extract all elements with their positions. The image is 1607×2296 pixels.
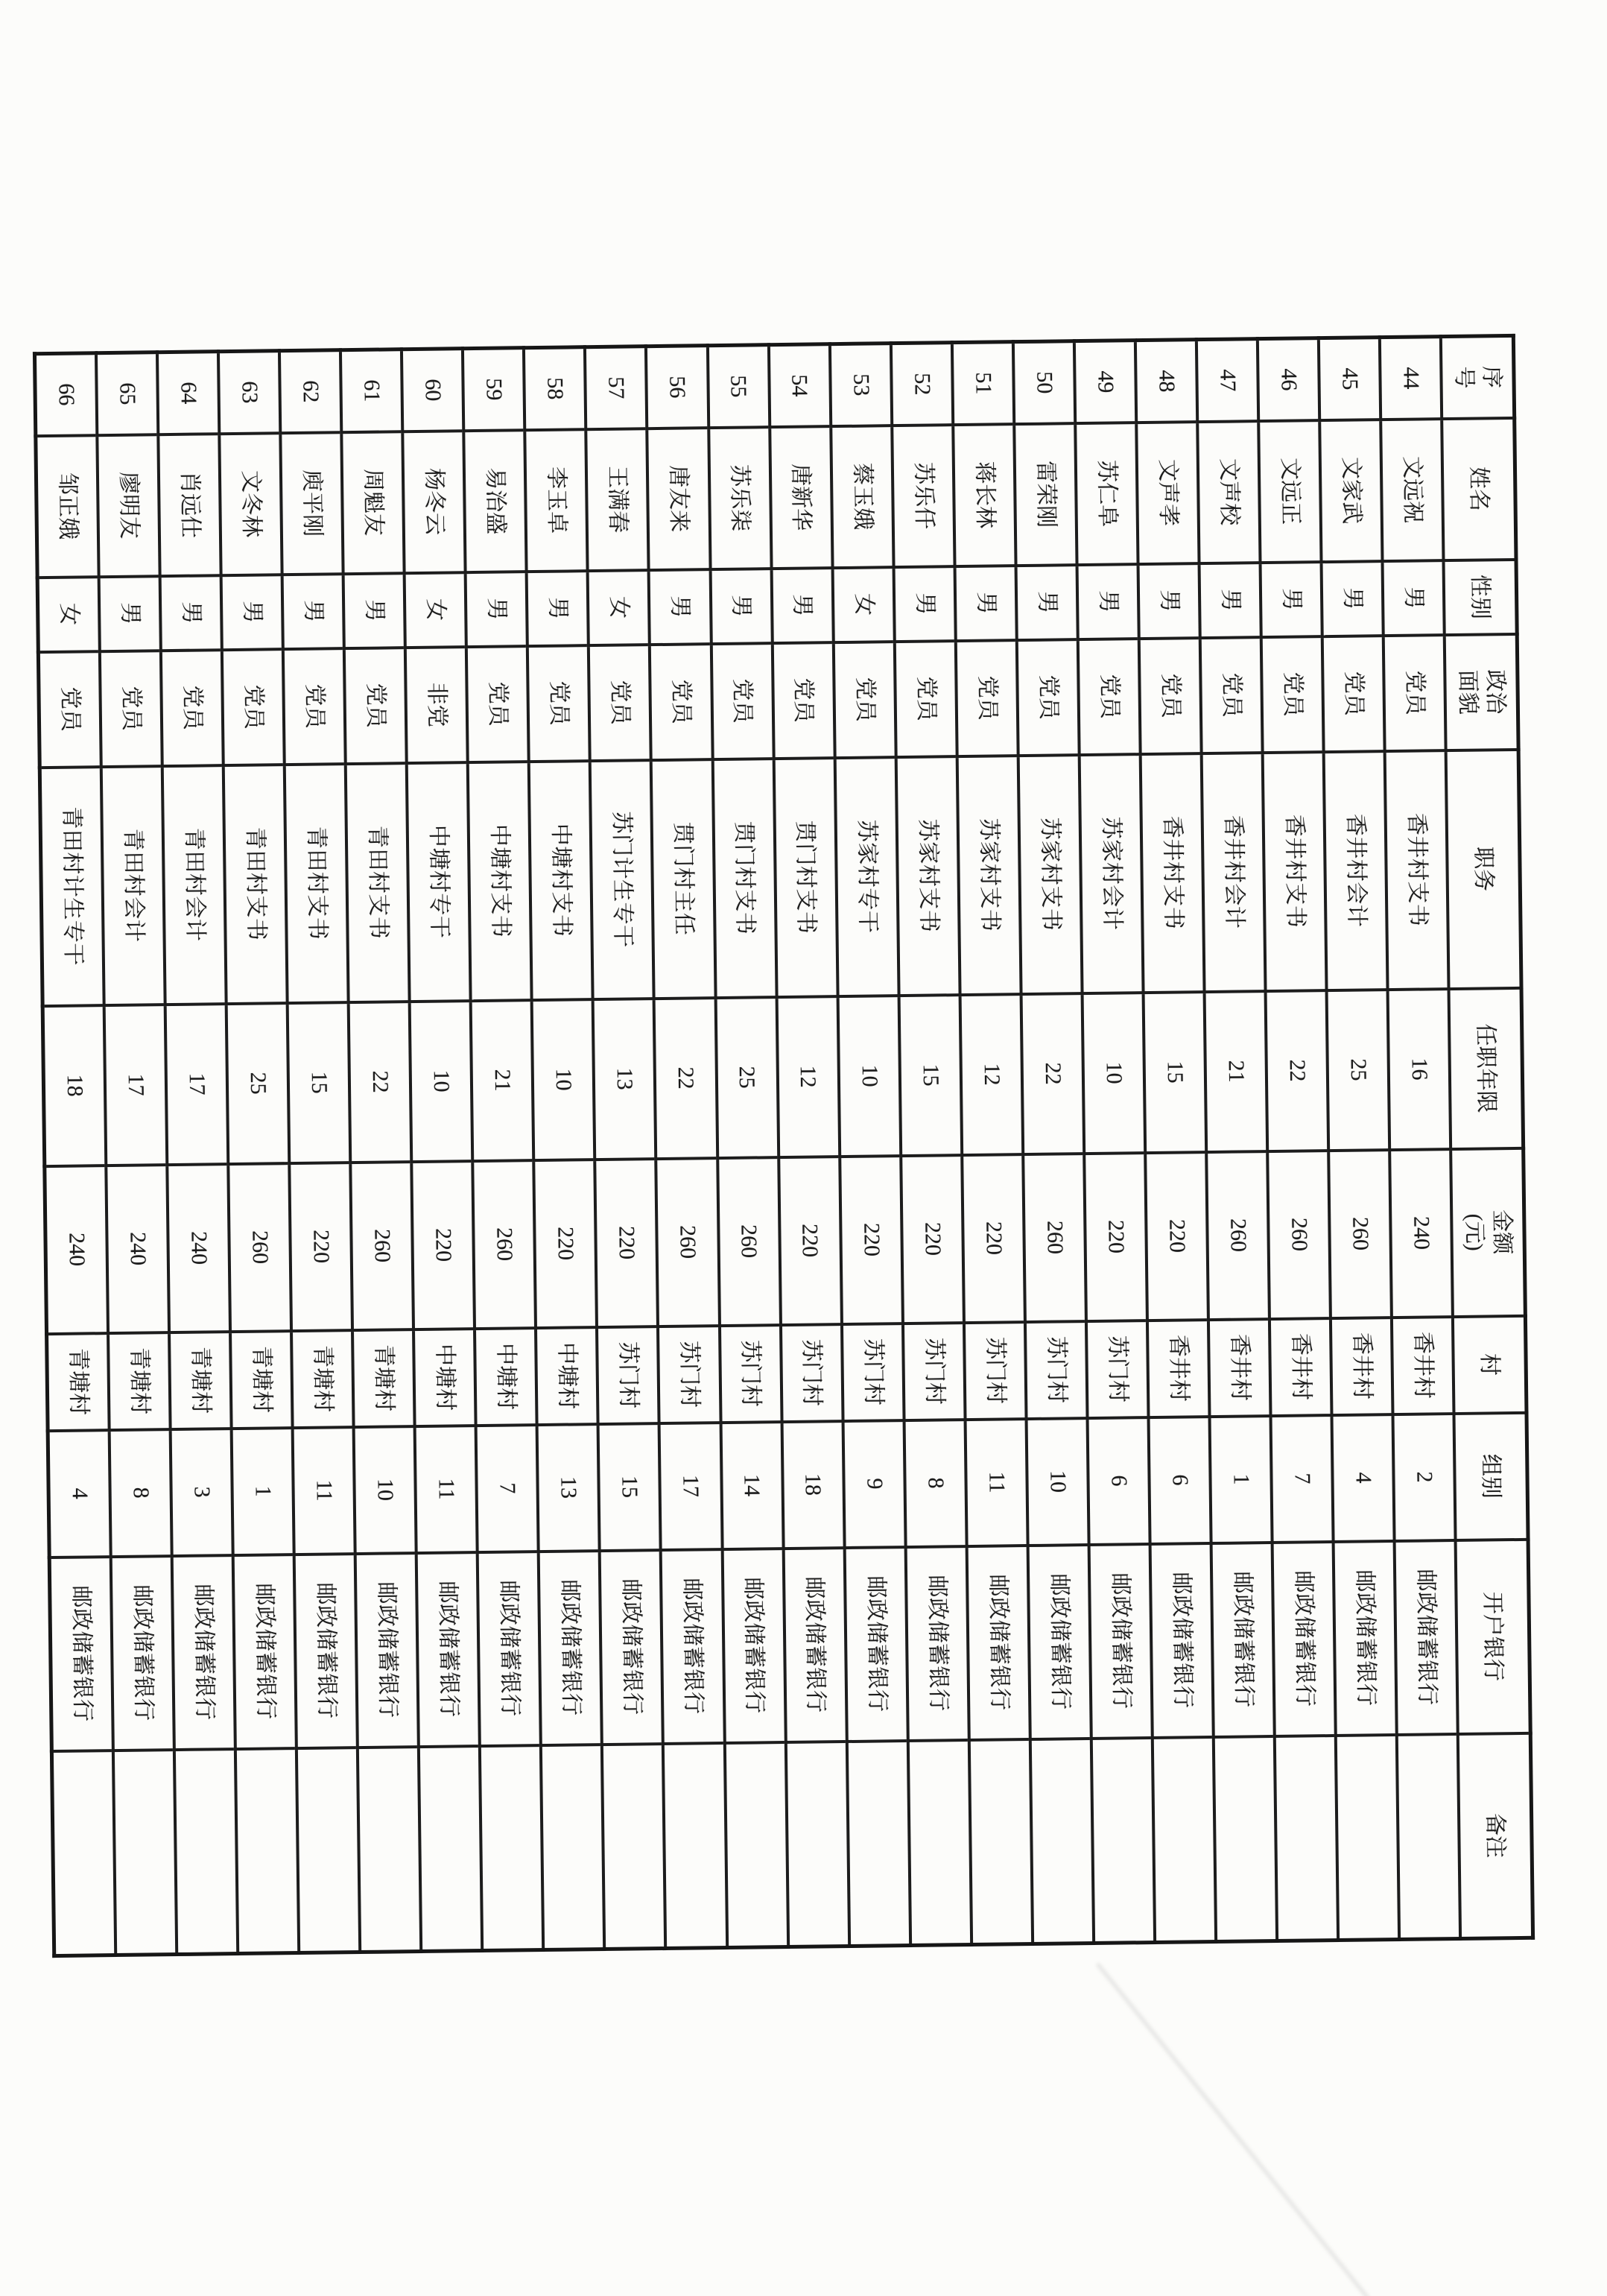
cell-serial: 52 [891, 343, 953, 426]
cell-amount: 240 [1390, 1149, 1454, 1318]
cell-village: 苏门村 [781, 1324, 843, 1422]
cell-amount: 260 [472, 1160, 536, 1329]
cell-name: 蒋长林 [953, 424, 1015, 566]
column-header-label: 职务 [1471, 846, 1497, 892]
cell-name: 文声孝 [1136, 422, 1199, 564]
cell-name: 易治盛 [464, 430, 527, 572]
cell-village: 苏门村 [1025, 1321, 1088, 1419]
cell-politics: 党员 [956, 640, 1018, 756]
cell-name: 周魁友 [341, 431, 404, 574]
column-header [1453, 1315, 1527, 1413]
cell-politics: 党员 [1139, 638, 1202, 754]
cell-amount: 220 [901, 1155, 964, 1323]
cell-position: 苏家村会计 [1080, 754, 1144, 993]
cell-gender: 男 [1261, 562, 1322, 637]
cell-politics: 党员 [1200, 637, 1263, 753]
cell-politics: 党员 [895, 641, 957, 757]
cell-amount: 240 [167, 1164, 230, 1332]
cell-position: 青田村支书 [285, 764, 349, 1003]
cell-name: 唐新华 [770, 426, 832, 569]
cell-bank: 邮政储蓄银行 [110, 1556, 174, 1751]
cell-amount: 260 [656, 1158, 720, 1326]
cell-politics: 党员 [100, 651, 162, 767]
cell-amount: 260 [1023, 1154, 1086, 1322]
cell-serial: 59 [463, 348, 524, 431]
cell-amount: 220 [595, 1159, 659, 1327]
cell-amount: 220 [1145, 1152, 1208, 1321]
cell-position: 苏门计生专干 [590, 760, 654, 999]
column-header [1456, 1539, 1530, 1733]
cell-note [174, 1749, 238, 1955]
column-header [1458, 1733, 1532, 1938]
cell-years: 17 [165, 1004, 229, 1165]
cell-gender: 女 [37, 577, 99, 652]
cell-note [235, 1748, 299, 1954]
cell-serial: 60 [402, 349, 463, 431]
cell-village: 香井村 [1331, 1318, 1393, 1415]
cell-bank: 邮政储蓄银行 [783, 1548, 846, 1742]
cell-group: 10 [354, 1426, 416, 1554]
cell-name: 文远正 [1258, 420, 1321, 563]
cell-gender: 男 [710, 569, 772, 644]
cell-amount: 260 [228, 1163, 291, 1332]
cell-bank: 邮政储蓄银行 [416, 1552, 480, 1747]
cell-bank: 邮政储蓄银行 [1150, 1543, 1214, 1738]
cell-village: 青塘村 [230, 1331, 293, 1429]
column-header-label: 备注 [1483, 1812, 1509, 1859]
roster-table [33, 334, 1535, 1958]
cell-bank: 邮政储蓄银行 [172, 1555, 235, 1750]
cell-serial: 62 [279, 350, 341, 433]
column-header [1451, 1148, 1526, 1316]
cell-group: 8 [904, 1420, 966, 1547]
cell-position: 青田村支书 [346, 763, 410, 1002]
cell-position: 香井村支书 [1263, 752, 1327, 991]
cell-bank: 邮政储蓄银行 [844, 1547, 907, 1742]
cell-note [1214, 1736, 1277, 1942]
cell-serial: 56 [646, 346, 708, 428]
cell-group: 13 [537, 1424, 600, 1552]
cell-note [847, 1741, 910, 1946]
cell-years: 15 [288, 1002, 351, 1163]
cell-amount: 220 [962, 1154, 1025, 1323]
cell-name: 文家武 [1320, 420, 1383, 562]
cell-village: 青塘村 [47, 1333, 110, 1431]
cell-years: 13 [593, 999, 656, 1160]
cell-years: 16 [1388, 989, 1451, 1150]
column-header [1441, 335, 1514, 418]
cell-position: 香井村支书 [1141, 753, 1205, 993]
cell-politics: 党员 [833, 642, 896, 758]
column-header-label: 序号 [1451, 365, 1504, 389]
column-header-label: 姓名 [1466, 466, 1492, 512]
cell-name: 王满春 [586, 428, 649, 571]
cell-name: 邹正娥 [36, 435, 99, 578]
cell-group: 9 [843, 1420, 905, 1548]
cell-years: 21 [471, 1000, 534, 1161]
cell-group: 2 [1393, 1414, 1456, 1541]
cell-bank: 邮政储蓄银行 [1272, 1542, 1336, 1736]
cell-group: 8 [109, 1429, 171, 1557]
cell-group: 14 [720, 1422, 783, 1549]
cell-gender: 男 [1199, 563, 1261, 638]
cell-serial: 44 [1380, 337, 1442, 420]
cell-name: 肖远仕 [158, 434, 221, 576]
cell-years: 15 [1144, 992, 1207, 1153]
column-header [1442, 417, 1516, 560]
cell-bank: 邮政储蓄银行 [478, 1552, 541, 1746]
cell-amount: 260 [717, 1157, 781, 1326]
cell-note [419, 1746, 482, 1952]
cell-gender: 男 [1077, 564, 1139, 639]
cell-politics: 党员 [161, 650, 224, 766]
cell-serial: 51 [952, 342, 1014, 425]
cell-name: 唐友来 [647, 428, 710, 570]
cell-serial: 45 [1319, 338, 1381, 420]
cell-position: 青田村会计 [162, 765, 226, 1005]
cell-position: 贯门村支书 [773, 758, 837, 997]
cell-village: 苏门村 [658, 1326, 720, 1423]
cell-gender: 女 [832, 567, 894, 642]
cell-position: 苏家村支书 [1018, 755, 1083, 994]
cell-amount: 240 [45, 1166, 108, 1334]
cell-group: 11 [415, 1426, 478, 1553]
cell-village: 香井村 [1270, 1318, 1332, 1416]
cell-serial: 53 [830, 344, 892, 426]
cell-gender: 男 [1138, 563, 1200, 639]
cell-gender: 男 [649, 569, 711, 645]
cell-amount: 220 [1084, 1153, 1147, 1321]
cell-note [1275, 1736, 1338, 1941]
cell-politics: 党员 [1261, 636, 1324, 753]
column-header-label: 村 [1477, 1353, 1503, 1376]
cell-politics: 党员 [466, 646, 529, 762]
cell-serial: 49 [1074, 341, 1136, 423]
cell-bank: 邮政储蓄银行 [1395, 1540, 1458, 1735]
cell-village: 青塘村 [108, 1332, 171, 1430]
cell-politics: 党员 [711, 643, 773, 759]
cell-amount: 260 [1206, 1151, 1270, 1320]
cell-note [297, 1748, 360, 1953]
cell-amount: 220 [411, 1161, 475, 1329]
cell-years: 25 [1327, 990, 1390, 1151]
cell-note [51, 1751, 115, 1956]
cell-group: 6 [1149, 1417, 1211, 1544]
cell-bank: 邮政储蓄银行 [1089, 1544, 1153, 1739]
cell-gender: 男 [282, 574, 344, 649]
cell-gender: 男 [954, 566, 1016, 641]
cell-years: 10 [532, 999, 595, 1160]
cell-group: 1 [1210, 1416, 1272, 1543]
cell-village: 苏门村 [903, 1323, 966, 1420]
cell-position: 青田村支书 [224, 765, 288, 1004]
cell-serial: 63 [218, 351, 280, 434]
cell-gender: 男 [771, 568, 833, 643]
cell-bank: 邮政储蓄银行 [294, 1554, 358, 1748]
cell-name: 文远祝 [1381, 419, 1444, 561]
cell-politics: 党员 [344, 648, 407, 764]
cell-years: 12 [776, 996, 840, 1157]
cell-serial: 48 [1135, 340, 1197, 423]
cell-serial: 64 [157, 352, 219, 434]
cell-village: 青塘村 [291, 1330, 354, 1428]
cell-note [969, 1739, 1033, 1945]
column-header [1454, 1412, 1528, 1540]
cell-bank: 邮政储蓄银行 [539, 1551, 602, 1745]
cell-politics: 党员 [589, 645, 651, 761]
cell-name: 廖明友 [97, 434, 159, 577]
cell-years: 10 [410, 1001, 473, 1162]
cell-group: 6 [1088, 1417, 1150, 1545]
cell-years: 25 [226, 1003, 290, 1164]
column-header-label: 性别 [1468, 574, 1493, 620]
cell-politics: 党员 [283, 648, 346, 765]
cell-serial: 47 [1196, 339, 1258, 422]
cell-gender: 男 [1322, 561, 1383, 636]
cell-note [113, 1750, 177, 1955]
cell-politics: 党员 [772, 642, 834, 759]
cell-name: 苏乐柒 [709, 427, 771, 569]
cell-amount: 240 [106, 1165, 169, 1333]
cell-group: 4 [48, 1430, 110, 1557]
cell-gender: 男 [343, 573, 405, 648]
cell-gender: 男 [527, 571, 589, 646]
column-header [1446, 749, 1521, 988]
cell-name: 苏仁阜 [1075, 423, 1138, 565]
cell-name: 杨冬云 [402, 431, 465, 573]
cell-years: 10 [837, 996, 901, 1157]
cell-serial: 65 [96, 352, 158, 435]
cell-politics: 非党 [405, 647, 468, 763]
cell-group: 1 [232, 1428, 294, 1555]
cell-note [1091, 1738, 1155, 1944]
cell-gender: 男 [221, 575, 283, 650]
cell-bank: 邮政储蓄银行 [1334, 1541, 1397, 1736]
cell-position: 苏家村支书 [957, 756, 1021, 995]
cell-amount: 260 [1267, 1151, 1331, 1319]
cell-village: 苏门村 [842, 1323, 904, 1421]
cell-group: 17 [659, 1423, 722, 1550]
cell-note [541, 1745, 604, 1950]
cell-bank: 邮政储蓄银行 [1028, 1545, 1091, 1739]
cell-position: 中塘村专干 [407, 762, 471, 1002]
cell-serial: 58 [524, 347, 586, 430]
cell-politics: 党员 [222, 649, 285, 765]
cell-serial: 46 [1258, 338, 1319, 421]
cell-note [908, 1740, 972, 1946]
cell-group: 3 [170, 1429, 232, 1556]
cell-years: 21 [1205, 991, 1268, 1152]
cell-note [358, 1747, 421, 1952]
cell-gender: 男 [1383, 560, 1445, 636]
cell-group: 10 [1026, 1418, 1088, 1546]
cell-position: 香井村会计 [1324, 751, 1388, 990]
cell-village: 苏门村 [964, 1322, 1027, 1420]
cell-position: 中塘村支书 [468, 762, 532, 1001]
column-header-label: 任职年限 [1473, 1023, 1500, 1113]
cell-bank: 邮政储蓄银行 [233, 1555, 297, 1749]
cell-village: 香井村 [1392, 1317, 1454, 1414]
cell-group: 11 [293, 1427, 355, 1555]
cell-note [785, 1742, 849, 1947]
cell-village: 香井村 [1208, 1319, 1271, 1417]
cell-name: 文声校 [1197, 421, 1260, 563]
column-header-label: 金额(元) [1461, 1209, 1515, 1255]
table-body [34, 337, 1460, 1956]
cell-amount: 220 [779, 1157, 842, 1325]
cell-position: 香井村支书 [1385, 750, 1449, 990]
cell-village: 香井村 [1147, 1320, 1210, 1417]
cell-gender: 男 [1015, 565, 1077, 640]
scan-artifact-streak [1095, 1962, 1371, 2296]
cell-village: 青塘村 [169, 1332, 232, 1429]
cell-politics: 党员 [1078, 639, 1141, 755]
cell-bank: 邮政储蓄银行 [966, 1546, 1030, 1740]
cell-politics: 党员 [527, 645, 590, 762]
cell-name: 蔡玉娥 [831, 426, 893, 568]
cell-village: 苏门村 [1086, 1321, 1149, 1418]
cell-politics: 党员 [1383, 635, 1446, 751]
column-header-label: 开户银行 [1480, 1591, 1506, 1682]
cell-bank: 邮政储蓄银行 [905, 1546, 969, 1741]
cell-note [1397, 1733, 1460, 1939]
cell-village: 苏门村 [720, 1325, 782, 1423]
cell-bank: 邮政储蓄银行 [722, 1549, 785, 1743]
cell-name: 李玉卓 [525, 429, 588, 572]
cell-name: 雷荣刚 [1014, 423, 1077, 566]
cell-gender: 女 [588, 570, 650, 645]
column-header-label: 组别 [1478, 1453, 1504, 1499]
cell-village: 中塘村 [413, 1329, 476, 1426]
cell-village: 中塘村 [475, 1328, 537, 1426]
cell-bank: 邮政储蓄银行 [49, 1557, 112, 1751]
cell-group: 4 [1332, 1414, 1395, 1542]
cell-village: 青塘村 [352, 1329, 415, 1427]
cell-years: 18 [42, 1005, 106, 1166]
cell-position: 中塘村支书 [529, 761, 593, 1000]
cell-note [480, 1745, 543, 1951]
cell-position: 贯门村主任 [651, 759, 715, 999]
cell-serial: 50 [1013, 341, 1075, 424]
cell-amount: 220 [534, 1160, 598, 1328]
cell-years: 22 [1266, 990, 1329, 1151]
cell-note [1030, 1739, 1094, 1944]
cell-name: 庾平刚 [280, 432, 343, 575]
cell-years: 15 [898, 995, 962, 1156]
cell-amount: 220 [289, 1163, 352, 1331]
cell-years: 12 [960, 994, 1023, 1155]
cell-years: 10 [1083, 993, 1146, 1154]
cell-note [1336, 1735, 1399, 1941]
cell-note [724, 1742, 787, 1948]
cell-group: 7 [476, 1425, 539, 1552]
cell-politics: 党员 [1017, 639, 1080, 756]
cell-gender: 女 [405, 572, 466, 648]
cell-position: 青田村计生专干 [39, 767, 104, 1006]
cell-bank: 邮政储蓄银行 [600, 1550, 663, 1745]
cell-years: 22 [1021, 993, 1085, 1154]
cell-village: 苏门村 [597, 1326, 659, 1424]
cell-serial: 61 [340, 350, 402, 432]
cell-years: 17 [104, 1005, 167, 1166]
cell-note [663, 1743, 726, 1949]
cell-position: 青田村会计 [101, 766, 165, 1005]
column-header-label: 政治面貌 [1455, 669, 1509, 715]
cell-group: 15 [598, 1423, 661, 1551]
cell-group: 7 [1271, 1415, 1334, 1543]
column-header [1445, 633, 1518, 750]
cell-years: 25 [715, 997, 779, 1158]
column-header [1444, 559, 1517, 634]
rotated-table-container [33, 334, 1535, 1954]
cell-name: 文冬林 [219, 433, 282, 575]
cell-name: 苏乐仟 [892, 425, 954, 567]
cell-serial: 57 [585, 347, 647, 429]
cell-position: 苏家村专干 [834, 757, 898, 996]
cell-group: 18 [782, 1421, 844, 1549]
cell-bank: 邮政储蓄银行 [355, 1553, 419, 1748]
cell-politics: 党员 [650, 644, 712, 760]
cell-gender: 男 [159, 575, 221, 651]
cell-gender: 男 [893, 566, 955, 642]
cell-politics: 党员 [38, 651, 101, 768]
cell-village: 中塘村 [536, 1327, 598, 1425]
cell-years: 22 [349, 1002, 412, 1163]
cell-bank: 邮政储蓄银行 [661, 1549, 724, 1744]
cell-amount: 260 [1329, 1150, 1392, 1318]
cell-position: 苏家村支书 [896, 756, 960, 996]
cell-serial: 66 [34, 353, 97, 436]
cell-note [1153, 1737, 1216, 1943]
cell-bank: 邮政储蓄银行 [1211, 1543, 1275, 1737]
cell-position: 贯门村支书 [712, 759, 776, 998]
cell-position: 香井村会计 [1202, 753, 1266, 992]
cell-note [602, 1744, 665, 1949]
column-header [1449, 987, 1524, 1148]
cell-serial: 54 [769, 344, 831, 427]
cell-politics: 党员 [1322, 636, 1385, 752]
cell-serial: 55 [707, 345, 769, 428]
cell-gender: 男 [466, 572, 527, 647]
cell-amount: 220 [840, 1156, 903, 1324]
cell-group: 11 [965, 1419, 1027, 1546]
cell-years: 22 [654, 998, 717, 1159]
cell-amount: 260 [350, 1162, 413, 1330]
cell-gender: 男 [98, 576, 160, 651]
